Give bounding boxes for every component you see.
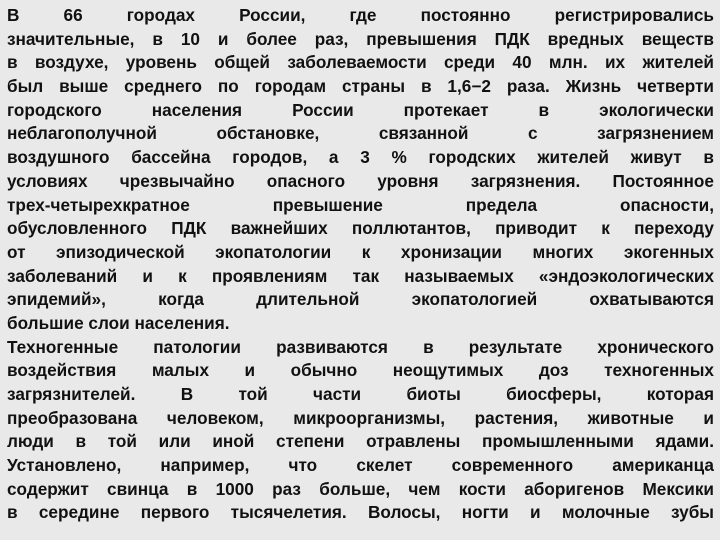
text-line: воздействия малых и обычно неощутимых доз техногенных (7, 360, 714, 381)
text-line: был выше среднего по городам страны в 1,6−2 раза. Жизнь четверти (7, 76, 714, 97)
text-line: эпидемий», когда длительной экопатологией охватываются (7, 289, 714, 310)
text-line: В 66 городах России, где постоянно регистрировались (7, 5, 714, 25)
text-line: воздушного бассейна городов, а 3 % городских жителей живут в (7, 147, 714, 168)
text-line: трех-четырехкратное превышение предела опасности, (7, 194, 714, 215)
text-line: люди в той или иной степени отравлены промышленными ядами. (7, 431, 714, 452)
text-line: заболеваний и к проявлениям так называемых «эндоэкологических (7, 265, 714, 286)
text-line: от эпизодической экопатологии к хронизации многих экогенных (7, 241, 714, 262)
text-line: в середине первого тысячелетия. Волосы, ногти и молочные зубы (7, 502, 714, 523)
text-line: городского населения России протекает в экологически (7, 99, 714, 120)
text-line: преобразована человеком, микроорганизмы, растения, животные и (7, 407, 714, 428)
text-line: Установлено, например, что скелет современного американца (7, 455, 714, 476)
body-text (7, 4, 714, 525)
text-line: загрязнителей. В той части биоты биосферы, которая (7, 384, 714, 404)
text-line: Техногенные патологии развиваются в результате хронического (7, 336, 714, 357)
text-line: обусловленного ПДК важнейших поллютантов, приводит к переходу (7, 218, 714, 239)
text-line: значительные, в 10 и более раз, превышения ПДК вредных веществ (7, 28, 714, 49)
text-line: неблагополучной обстановке, связанной с загрязнением (7, 123, 714, 144)
text-line: в воздухе, уровень общей заболеваемости среди 40 млн. их жителей (7, 52, 714, 73)
text-line: содержит свинца в 1000 раз больше, чем кости аборигенов Мексики (7, 478, 714, 499)
text-line: условиях чрезвычайно опасного уровня загрязнения. Постоянное (7, 170, 714, 191)
text-line: большие слои населения. (7, 312, 230, 333)
